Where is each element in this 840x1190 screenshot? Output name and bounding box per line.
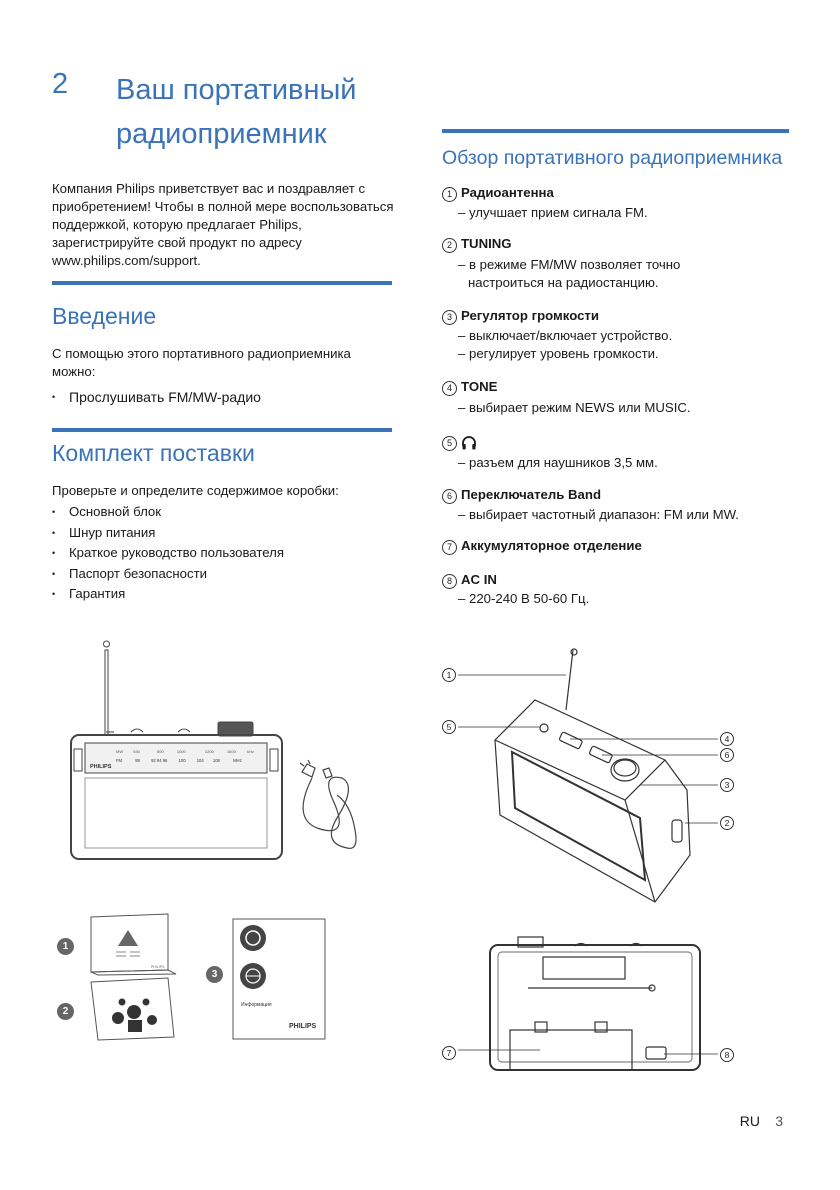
item-desc: – регулирует уровень громкости. [458,346,659,361]
callout-3: 3 [720,778,734,792]
headphones-icon [461,435,477,451]
support-icon [240,925,266,951]
item-number: 8 [442,574,457,589]
item-desc: – разъем для наушников 3,5 мм. [458,455,658,470]
chapter-number: 2 [52,68,69,100]
callout-4: 4 [720,732,734,746]
item-desc: – 220-240 В 50-60 Гц. [458,591,590,606]
item-desc: – выбирает частотный диапазон: FM или MW. [458,507,739,522]
item-number: 1 [442,187,457,202]
callout-1: 1 [442,668,456,682]
item-title: TONE [461,379,498,394]
scale-mw-1000: 1000 [176,749,186,754]
contents-text: Проверьте и определите содержимое коробки: [52,483,339,498]
scale-mw-800: 800 [157,749,164,754]
warning-icon [118,930,138,946]
item-desc: – улучшает прием сигнала FM. [458,205,648,220]
item-number: 5 [442,436,457,451]
callout-7: 7 [442,1046,456,1060]
leaflets-illustration [88,912,183,1042]
section-rule [442,129,789,133]
callout-lines [458,675,718,823]
item-desc: – в режиме FM/MW позволяет точно [458,257,681,272]
footer-language: RU [739,1113,760,1129]
item-title: TUNING [461,236,512,251]
scale-fm-92-96: 92 94 96 [151,758,168,763]
section-rule [52,428,392,432]
scale-fm-label: FM [116,758,123,763]
warranty-booklet-illustration [232,918,327,1040]
list-item: • Прослушивать FM/MW-радио [52,387,392,408]
item-number: 7 [442,540,457,555]
scale-mw-1200: 1200 [204,749,214,754]
booklet-brand: PHILIPS [289,1023,317,1030]
contents-heading: Комплект поставки [52,440,255,466]
scale-fm-unit: MHz [233,758,242,763]
power-cord-icon [300,760,356,848]
scale-mw-unit: kHz [246,749,254,754]
scale-mw-1600: 1600 [226,749,236,754]
item-number: 2 [442,238,457,253]
badge-3: 3 [206,966,223,983]
page-number: 3 [775,1113,783,1129]
list-item: • Основной блок [52,502,392,523]
introduction-list [52,387,392,408]
radio-front-illustration [68,632,368,867]
intro-paragraph: Компания Philips приветствует вас и поздравляет с приобретением! Чтобы в полной мере воспользоваться поддержкой, которую предлагает Philips, зарегистрируйте свой продукт по адресу www.philips.com/support. [52,181,394,268]
callout-5: 5 [442,720,456,734]
callout-2: 2 [720,816,734,830]
radio-back-illustration [440,930,730,1080]
callout-8: 8 [720,1048,734,1062]
item-desc: – выключает/включает устройство. [458,328,673,343]
badge-1: 1 [57,938,74,955]
scale-fm-100: 100 [178,758,186,763]
radio-side-illustration [440,640,730,910]
item-number: 3 [442,310,457,325]
section-rule [52,281,392,285]
scale-mw-label: MW [116,749,124,754]
item-title: AC IN [461,572,497,587]
scale-mw-530: 530 [133,749,140,754]
item-title: Регулятор громкости [461,308,599,323]
scale-fm-88: 88 [135,758,140,763]
scale-mw [116,749,254,754]
list-item: • Паспорт безопасности [52,564,392,585]
introduction-heading: Введение [52,303,157,329]
scale-fm-104: 104 [196,758,204,763]
chapter-title: Ваш портативный радиоприемник [116,74,357,150]
overview-heading: Обзор портативного радиоприемника [442,147,783,169]
list-item: • Шнур питания [52,523,392,544]
leaflet-brand: PHILIPS [151,965,165,969]
item-title: Переключатель Band [461,487,602,502]
item-desc: – выбирает режим NEWS или MUSIC. [458,400,691,415]
front-brand: PHILIPS [90,764,112,770]
help-icons [112,999,157,1033]
list-item: • Краткое руководство пользователя [52,543,392,564]
callout-6: 6 [720,748,734,762]
contents-list [52,502,392,605]
scale-fm-108: 108 [212,758,220,763]
item-desc: настроиться на радиостанцию. [468,275,659,290]
item-number: 6 [442,489,457,504]
item-title: Радиоантенна [461,185,554,200]
item-title: Аккумуляторное отделение [461,538,642,553]
item-number: 4 [442,381,457,396]
badge-2: 2 [57,1003,74,1020]
booklet-text: Информация [241,1002,272,1008]
list-item: • Гарантия [52,584,392,605]
introduction-text: С помощью этого портативного радиоприемника можно: [52,346,351,379]
